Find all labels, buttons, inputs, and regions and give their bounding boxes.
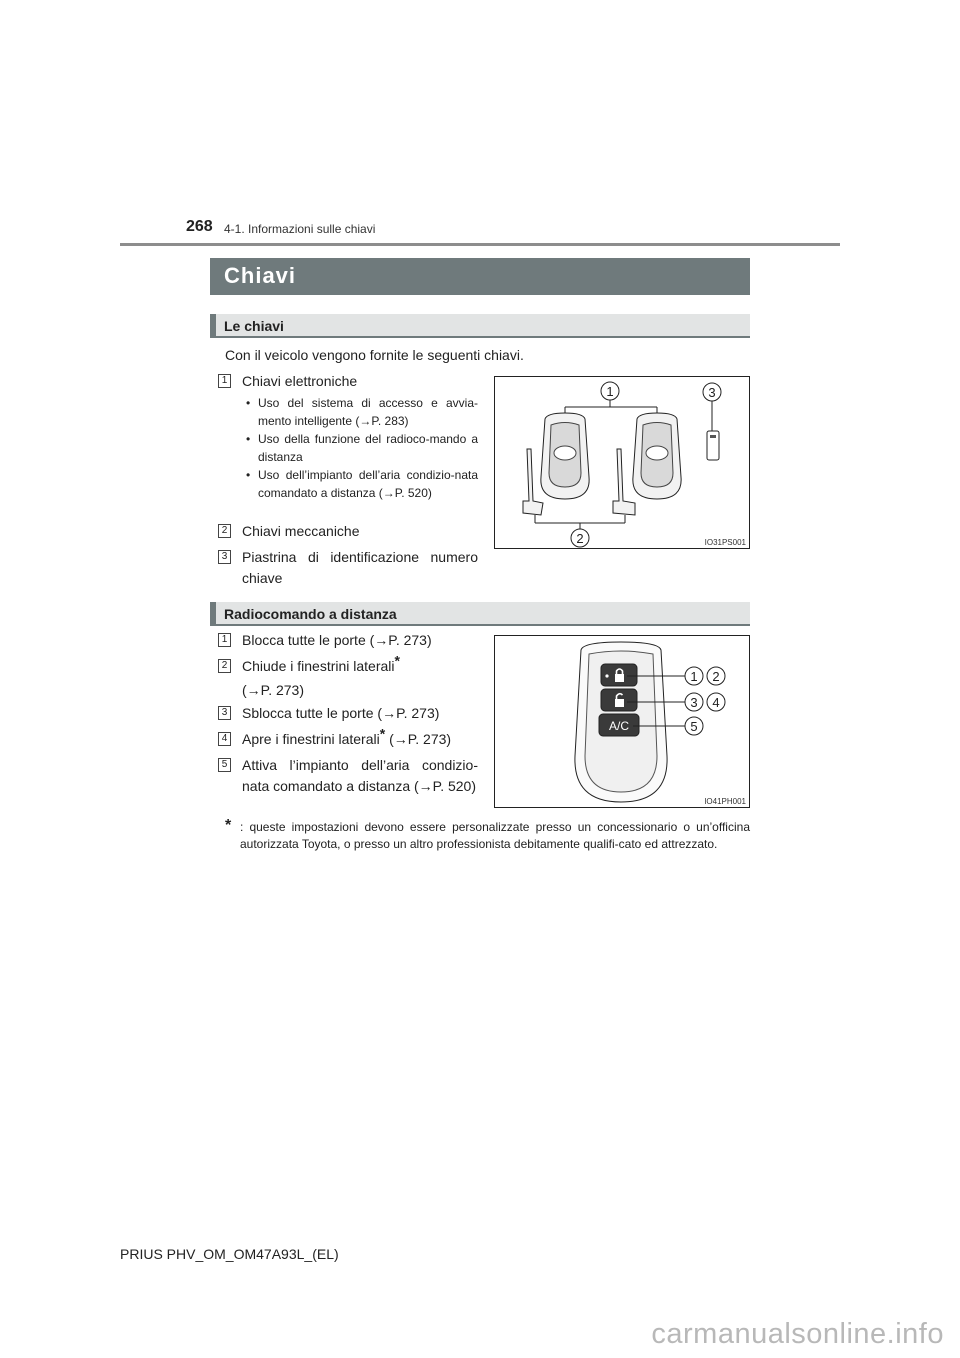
- remote-heading-band: [210, 602, 750, 626]
- bullet-item: • Uso del sistema di accesso e avvia-mento intelligente (→P. 283): [246, 396, 478, 428]
- manual-code: PRIUS PHV_OM_OM47A93L_(EL): [120, 1246, 339, 1262]
- footnote-star: *: [225, 817, 232, 834]
- item-number-1: 1: [218, 374, 231, 388]
- item-remote-ac: Attiva l’impianto dell’aria condizio-nata comandato a distanza (→P. 520): [242, 757, 478, 794]
- item-key-number-plate: Piastrina di identificazione numero chiave: [242, 549, 478, 586]
- item-number-1: 1: [218, 633, 231, 647]
- keys-heading-band: [210, 314, 750, 338]
- footnote-text: : queste impostazioni devono essere personalizzate presso un concessionario o un’officina autorizzata Toyota, o presso un altro professionista debitamente qualifi-cato ed attrezzato.: [240, 820, 750, 851]
- section-reference: 4-1. Informazioni sulle chiavi: [224, 222, 376, 236]
- keys-intro: Con il veicolo vengono fornite le seguenti chiavi.: [225, 347, 524, 363]
- figure-id: IO41PH001: [704, 797, 746, 806]
- item-number-5: 5: [218, 758, 231, 772]
- item-number-4: 4: [218, 732, 231, 746]
- bullet-item: • Uso della funzione del radioco-mando a distanza: [246, 432, 478, 464]
- item-number-3: 3: [218, 706, 231, 720]
- item-close-windows: Chiude i finestrini laterali* (→P. 273): [242, 652, 400, 698]
- callout-1: 1: [690, 669, 698, 684]
- remote-heading: Radiocomando a distanza: [224, 606, 397, 622]
- item-mechanical-keys: Chiavi meccaniche: [242, 523, 360, 539]
- remote-figure: [494, 635, 750, 808]
- item-lock-doors: Blocca tutte le porte (→P. 273): [242, 632, 432, 648]
- callout-4: 4: [712, 695, 720, 710]
- keys-figure: [494, 376, 750, 549]
- chapter-band: [210, 258, 750, 295]
- bullet-item: • Uso dell’impianto dell’aria condizio-nata comandato a distanza (→P. 520): [246, 468, 478, 500]
- callout-1: 1: [606, 384, 614, 399]
- item-electronic-keys: Chiavi elettroniche: [242, 373, 358, 389]
- item-open-windows: Apre i finestrini laterali* (→P. 273): [242, 725, 452, 747]
- keys-heading: Le chiavi: [224, 318, 284, 334]
- chapter-title: Chiavi: [224, 263, 297, 288]
- callout-3: 3: [690, 695, 698, 710]
- electronic-key-uses: [244, 394, 478, 502]
- callout-2: 2: [576, 531, 584, 546]
- ac-button-label: A/C: [608, 719, 630, 733]
- footnote: [225, 819, 750, 853]
- item-number-2: 2: [218, 524, 231, 538]
- item-number-3: 3: [218, 550, 231, 564]
- keys-illustration: [495, 377, 749, 548]
- callout-2: 2: [712, 669, 720, 684]
- page-number: 268: [186, 218, 213, 235]
- remote-illustration: [495, 636, 749, 807]
- callout-5: 5: [690, 719, 698, 734]
- callout-3: 3: [708, 385, 716, 400]
- item-number-2: 2: [218, 659, 231, 673]
- figure-id: IO31PS001: [704, 538, 746, 547]
- watermark: carmanualsonline.info: [651, 1318, 944, 1350]
- item-unlock-doors: Sblocca tutte le porte (→P. 273): [242, 705, 440, 721]
- header-rule: [120, 243, 840, 246]
